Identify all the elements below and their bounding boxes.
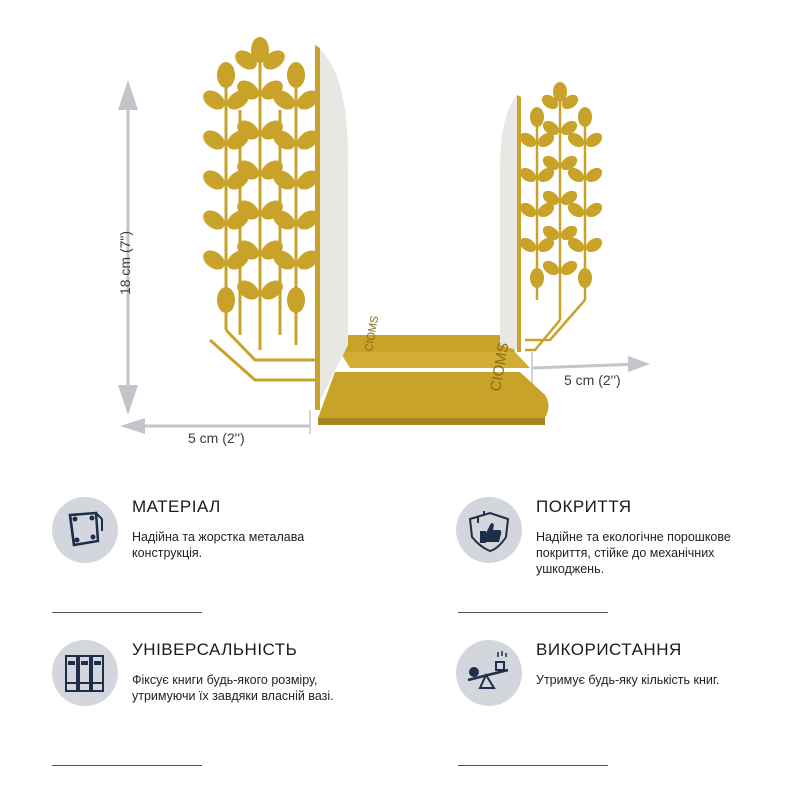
feature-coating — [456, 497, 786, 587]
desc-line: ушкоджень. — [536, 562, 605, 576]
desc-line: Надійне та екологічне порошкове — [536, 530, 731, 544]
feature-title: ВИКОРИСТАННЯ — [536, 640, 682, 659]
thumbs-up-shield-icon — [456, 497, 522, 563]
feature-description — [536, 672, 776, 688]
left-width-dimension-label: 5 cm (2'') — [188, 430, 245, 446]
right-inner-panel — [500, 95, 517, 350]
feature-material — [52, 497, 372, 587]
height-dimension-label: 18 cm (7") — [117, 230, 133, 296]
feature-description — [132, 529, 362, 561]
desc-line: Надійна та жорстка металава — [132, 530, 305, 544]
desc-line: утримуючи їх завдяки власній вазі. — [132, 689, 334, 703]
desc-line: Фіксує книги будь-якого розміру, — [132, 673, 318, 687]
feature-title: ПОКРИТТЯ — [536, 497, 632, 516]
feature-description — [132, 672, 382, 704]
engraving-back: CIOMS — [363, 314, 382, 353]
metal-plate-icon — [52, 497, 118, 563]
seesaw-balance-icon — [456, 640, 522, 706]
desc-line: Утримує будь-яку кількість книг. — [536, 673, 720, 687]
right-wheat-decoration — [517, 82, 605, 350]
divider — [458, 612, 608, 613]
desc-line: покриття, стійке до механічних — [536, 546, 715, 560]
feature-usage — [456, 640, 786, 730]
feature-title: УНІВЕРСАЛЬНІСТЬ — [132, 640, 298, 659]
books-icon — [52, 640, 118, 706]
right-width-dimension-label: 5 cm (2'') — [564, 372, 621, 388]
feature-title: МАТЕРІАЛ — [132, 497, 221, 516]
divider — [52, 765, 202, 766]
desc-line: конструкція. — [132, 546, 203, 560]
divider — [458, 765, 608, 766]
left-wheat-decoration — [200, 37, 323, 380]
engraving-front: CIOMS — [487, 341, 513, 393]
divider — [52, 612, 202, 613]
feature-universality — [52, 640, 382, 730]
feature-description — [536, 529, 776, 577]
